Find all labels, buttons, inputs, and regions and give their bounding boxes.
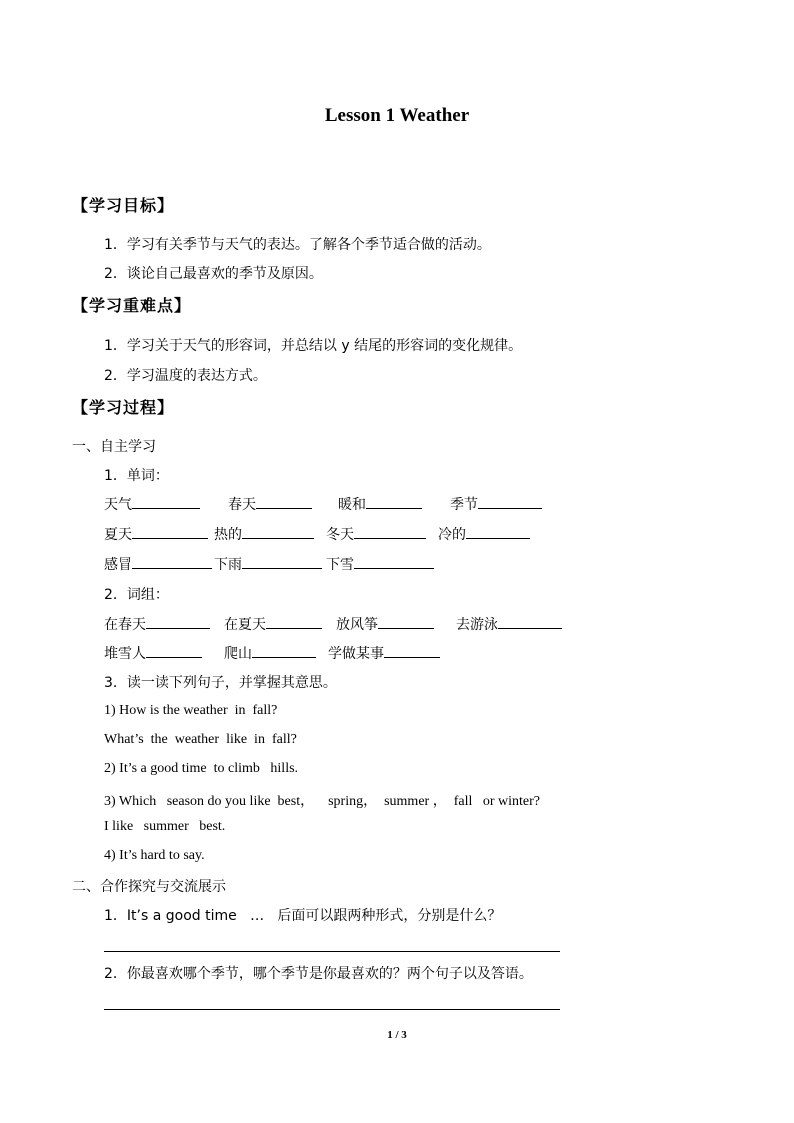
phrases-row-1 — [104, 614, 562, 634]
key-point-item-1: 1．学习关于天气的形容词，并总结以 y 结尾的形容词的变化规律。 — [104, 338, 523, 354]
sentence-4: 3) Which season do you like best， spring， summer ， fall or winter? — [104, 794, 540, 809]
phrase-prompt: 学做某事 — [328, 646, 384, 662]
word-prompt: 热的 — [214, 527, 242, 543]
question-1: 1．It’s a good time … 后面可以跟两种形式，分别是什么？ — [104, 908, 502, 924]
part1-title: 一、自主学习 — [72, 439, 156, 455]
phrase-prompt: 去游泳 — [456, 617, 498, 633]
answer-blank[interactable] — [478, 494, 542, 509]
answer-blank[interactable] — [354, 524, 426, 539]
words-label: 1．单词： — [104, 468, 169, 484]
word-prompt: 春天 — [228, 497, 256, 513]
answer-blank[interactable] — [132, 494, 200, 509]
sentence-5: I like summer best. — [104, 819, 226, 834]
word-prompt: 夏天 — [104, 527, 132, 543]
answer-blank[interactable] — [146, 614, 210, 629]
answer-blank[interactable] — [498, 614, 562, 629]
key-point-item-2: 2．学习温度的表达方式。 — [104, 368, 267, 384]
sentence-3: 2) It’s a good time to climb hills. — [104, 761, 299, 776]
answer-blank[interactable] — [378, 614, 434, 629]
key-points-heading: 【学习重难点】 — [72, 296, 192, 315]
page-number: 1 / 3 — [387, 1029, 407, 1041]
phrase-prompt: 放风筝 — [336, 617, 378, 633]
word-prompt: 暖和 — [338, 497, 366, 513]
page-title: Lesson 1 Weather — [324, 105, 470, 126]
phrases-row-2 — [104, 643, 440, 663]
answer-blank[interactable] — [366, 494, 422, 509]
word-prompt: 感冒 — [104, 557, 132, 573]
answer-blank[interactable] — [466, 524, 530, 539]
answer-line-2[interactable] — [104, 1009, 560, 1010]
word-prompt: 下雪 — [326, 557, 354, 573]
answer-blank[interactable] — [242, 554, 322, 569]
answer-blank[interactable] — [242, 524, 314, 539]
answer-blank[interactable] — [266, 614, 322, 629]
words-row-1 — [104, 494, 542, 514]
answer-blank[interactable] — [354, 554, 434, 569]
answer-blank[interactable] — [256, 494, 312, 509]
words-row-2 — [104, 524, 530, 544]
objective-item-1: 1．学习有关季节与天气的表达。了解各个季节适合做的活动。 — [104, 237, 491, 253]
word-prompt: 冷的 — [438, 527, 466, 543]
answer-blank[interactable] — [146, 643, 202, 658]
phrase-prompt: 爬山 — [224, 646, 252, 662]
word-prompt: 季节 — [450, 497, 478, 513]
process-heading: 【学习过程】 — [72, 398, 175, 417]
sentence-6: 4) It’s hard to say. — [104, 848, 205, 863]
phrase-prompt: 在夏天 — [224, 617, 266, 633]
answer-blank[interactable] — [384, 643, 440, 658]
reading-label: 3．读一读下列句子，并掌握其意思。 — [104, 675, 337, 691]
sentence-1: 1) How is the weather in fall? — [104, 703, 278, 718]
question-2: 2．你最喜欢哪个季节，哪个季节是你最喜欢的？两个句子以及答语。 — [104, 966, 533, 982]
objective-item-2: 2．谈论自己最喜欢的季节及原因。 — [104, 266, 323, 282]
phrase-prompt: 堆雪人 — [104, 646, 146, 662]
answer-line-1[interactable] — [104, 951, 560, 952]
word-prompt: 下雨 — [214, 557, 242, 573]
phrases-label: 2．词组： — [104, 587, 169, 603]
word-prompt: 冬天 — [326, 527, 354, 543]
answer-blank[interactable] — [132, 554, 212, 569]
word-prompt: 天气 — [104, 497, 132, 513]
part2-title: 二、合作探究与交流展示 — [72, 879, 226, 895]
sentence-2: What’s the weather like in fall? — [104, 732, 297, 747]
answer-blank[interactable] — [132, 524, 208, 539]
words-row-3 — [104, 554, 434, 574]
objectives-heading: 【学习目标】 — [72, 196, 175, 215]
answer-blank[interactable] — [252, 643, 316, 658]
phrase-prompt: 在春天 — [104, 617, 146, 633]
